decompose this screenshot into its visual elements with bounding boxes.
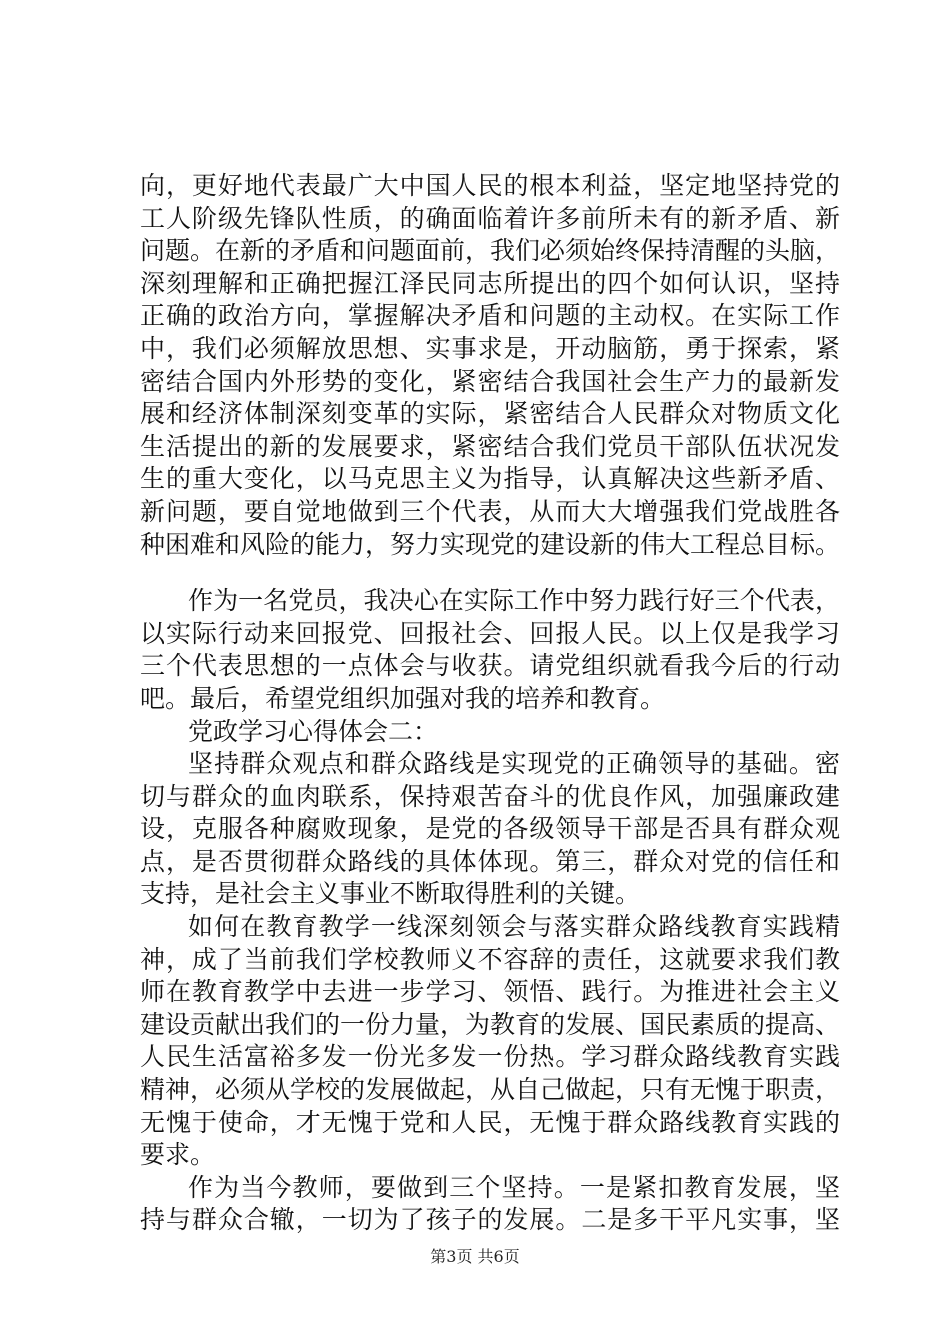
text-line: 正确的政治方向，掌握解决矛盾和问题的主动权。在实际工作 [140,301,840,331]
text-line: 持与群众合辙，一切为了孩子的发展。二是多干平凡实事，坚 [140,1205,840,1235]
text-line: 向，更好地代表最广大中国人民的根本利益，坚定地坚持党的 [140,171,840,200]
paragraph [140,585,840,715]
text-line: 吧。最后，希望党组织加强对我的培养和教育。 [140,683,666,713]
text-line: 作为一名党员，我决心在实际工作中努力践行好三个代表， [188,586,840,616]
paragraph-gap [140,561,840,585]
paragraph [140,911,840,1172]
text-line: 支持，是社会主义事业不断取得胜利的关键。 [140,879,641,909]
text-line: 工人阶级先锋队性质，的确面临着许多前所未有的新矛盾、新 [140,203,840,233]
text-line: 问题。在新的矛盾和问题面前，我们必须始终保持清醒的头脑， [140,236,840,266]
text-line: 切与群众的血肉联系，保持艰苦奋斗的优良作风，加强廉政建 [140,781,840,811]
text-line: 如何在教育教学一线深刻领会与落实群众路线教育实践精 [188,912,840,942]
section-heading: 党政学习心得体会二： [188,716,439,746]
text-line: 作为当今教师，要做到三个坚持。一是紧扣教育发展，坚 [188,1172,840,1202]
text-line: 种困难和风险的能力，努力实现党的建设新的伟大工程总目标。 [140,529,840,559]
text-line: 师在教育教学中去进一步学习、领悟、践行。为推进社会主义 [140,977,840,1007]
paragraph [140,1172,840,1237]
text-line: 坚持群众观点和群众路线是实现党的正确领导的基础。密 [188,749,840,779]
document-body [140,170,840,1237]
text-line: 人民生活富裕多发一份光多发一份热。学习群众路线教育实践 [140,1042,840,1072]
text-line: 点，是否贯彻群众路线的具体体现。第三，群众对党的信任和 [140,846,840,876]
text-line: 展和经济体制深刻变革的实际，紧密结合人民群众对物质文化 [140,399,840,429]
text-line: 中，我们必须解放思想、实事求是，开动脑筋，勇于探索，紧 [140,333,840,363]
page-number-footer: 第3页 共6页 [430,1247,520,1266]
text-line: 新问题，要自觉地做到三个代表，从而大大增强我们党战胜各 [140,496,840,526]
text-line: 生的重大变化，以马克思主义为指导，认真解决这些新矛盾、 [140,464,840,494]
text-line: 以实际行动来回报党、回报社会、回报人民。以上仅是我学习 [140,618,840,648]
text-line: 精神，必须从学校的发展做起，从自己做起，只有无愧于职责， [140,1075,840,1105]
text-line: 三个代表思想的一点体会与收获。请党组织就看我今后的行动 [140,651,840,681]
text-line: 生活提出的新的发展要求，紧密结合我们党员干部队伍状况发 [140,431,840,461]
paragraph [140,748,840,911]
text-line: 设，克服各种腐败现象，是党的各级领导干部是否具有群众观 [140,814,840,844]
text-line: 神，成了当前我们学校教师义不容辞的责任，这就要求我们教 [140,944,840,974]
text-line: 建设贡献出我们的一份力量，为教育的发展、国民素质的提高、 [140,1009,840,1039]
text-line: 深刻理解和正确把握江泽民同志所提出的四个如何认识，坚持 [140,268,840,298]
paragraph [140,170,840,561]
text-line: 要求。 [140,1140,216,1170]
text-line: 密结合国内外形势的变化，紧密结合我国社会生产力的最新发 [140,366,840,396]
text-line: 无愧于使命，才无愧于党和人民，无愧于群众路线教育实践的 [140,1107,840,1137]
